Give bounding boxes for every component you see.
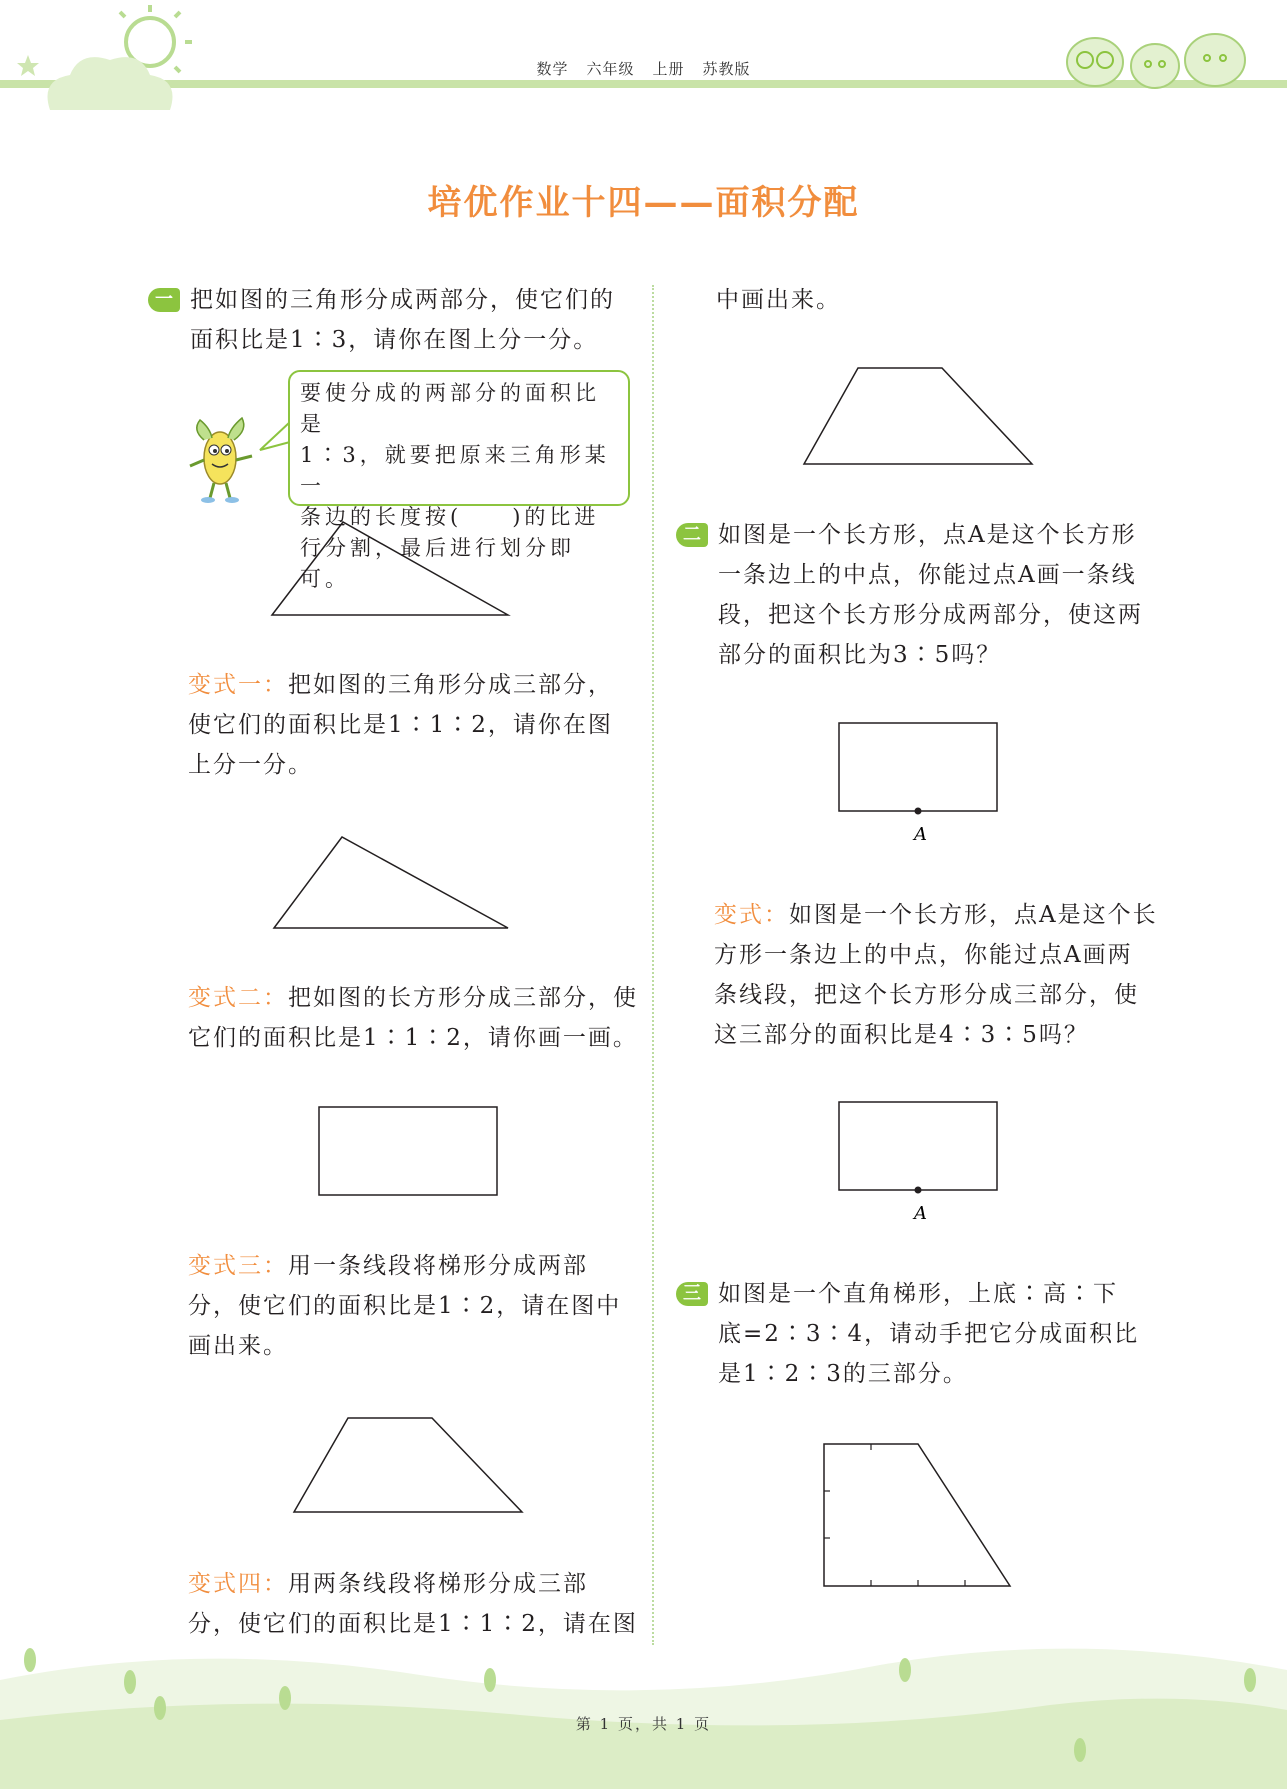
variant-1-text: [188, 665, 648, 785]
variant-4-label: 变式四：: [188, 1571, 288, 1597]
page-footer: 第 1 页，共 1 页: [575, 1715, 712, 1733]
sun-cloud-decoration: [0, 0, 200, 110]
question-2-variant-text: [714, 895, 1174, 1055]
v3-line: 分，使它们的面积比是1∶2，请在图中: [188, 1293, 622, 1319]
question-2-badge: 二: [676, 523, 708, 547]
variant-4-continuation: 中画出来。: [716, 287, 841, 313]
hint-line: 1∶3，就要把原来三角形某一: [300, 443, 610, 498]
header-volume: 上册: [652, 60, 685, 78]
question-3-badge: 三: [676, 1282, 708, 1306]
q2-line: 部分的面积比为3∶5吗？: [718, 642, 1002, 668]
variant-3-text: [188, 1246, 648, 1366]
q2v-line: 如图是一个长方形，点A是这个长: [789, 902, 1158, 928]
q1-line: 面积比是1∶3，请你在图上分一分。: [190, 327, 599, 353]
q2v-line: 条线段，把这个长方形分成三部分，使: [714, 982, 1139, 1008]
header-edition: 苏教版: [702, 60, 751, 78]
running-header: [0, 58, 1287, 79]
question-2-text: [718, 515, 1178, 675]
variant-2-label: 变式二：: [188, 985, 288, 1011]
hint-line: 行分割，最后进行划分即可。: [300, 536, 575, 591]
point-a-label: A: [914, 824, 927, 845]
rectangle-figure-1: [318, 1106, 500, 1198]
mascot-character: [182, 410, 262, 505]
animal-heads-decoration: [1055, 20, 1255, 90]
triangle-figure-1: [270, 520, 510, 620]
question-1-text: [190, 280, 640, 360]
q2-line: 如图是一个长方形，点A是这个长方形: [718, 522, 1137, 548]
right-trapezoid-figure: [822, 1442, 1012, 1588]
triangle-figure-2: [272, 835, 512, 935]
variant-2-text: [188, 978, 648, 1058]
q2v-line: 这三部分的面积比是4∶3∶5吗？: [714, 1022, 1089, 1048]
point-a-marker: [915, 808, 922, 815]
v4-line: 用两条线段将梯形分成三部: [288, 1571, 588, 1597]
variant-1-label: 变式一：: [188, 672, 288, 698]
q3-line: 底=2∶3∶4，请动手把它分成面积比: [718, 1321, 1140, 1347]
hills-decoration: [0, 1620, 1287, 1789]
question-3-text: [718, 1274, 1178, 1394]
q1-line: 把如图的三角形分成两部分，使它们的: [190, 287, 615, 313]
v4-line: 分，使它们的面积比是1∶1∶2，请在图: [188, 1611, 638, 1637]
hint-line: 条边的长度按( )的比进: [300, 505, 600, 529]
question-1-badge: 一: [148, 288, 180, 312]
v3-line: 画出来。: [188, 1333, 288, 1359]
v2-line: 把如图的长方形分成三部分，使: [288, 985, 638, 1011]
q2-line: 一条边上的中点，你能过点A画一条线: [718, 562, 1137, 588]
column-divider: [652, 285, 654, 1645]
header-subject: 数学: [536, 60, 569, 78]
v2-line: 它们的面积比是1∶1∶2，请你画一画。: [188, 1025, 638, 1051]
rectangle-figure-2: [838, 722, 1000, 852]
hint-line: 要使分成的两部分的面积比是: [300, 381, 600, 436]
q3-line: 是1∶2∶3的三部分。: [718, 1361, 968, 1387]
v3-line: 用一条线段将梯形分成两部: [288, 1253, 588, 1279]
q2-line: 段，把这个长方形分成两部分，使这两: [718, 602, 1143, 628]
hint-bubble-tail: [258, 420, 292, 460]
rectangle-figure-3: [838, 1101, 1000, 1231]
q3-line: 如图是一个直角梯形，上底∶高∶下: [718, 1281, 1118, 1307]
trapezoid-figure-2: [802, 366, 1034, 466]
point-a-label: A: [914, 1203, 927, 1224]
q2-variant-label: 变式：: [714, 902, 789, 928]
v1-line: 把如图的三角形分成三部分，: [288, 672, 613, 698]
variant-3-label: 变式三：: [188, 1253, 288, 1279]
v1-line: 上分一分。: [188, 752, 313, 778]
v1-line: 使它们的面积比是1∶1∶2，请你在图: [188, 712, 613, 738]
q2v-line: 方形一条边上的中点，你能过点A画两: [714, 942, 1133, 968]
hint-bubble: [288, 370, 630, 591]
trapezoid-figure-1: [292, 1416, 524, 1516]
header-grade: 六年级: [586, 60, 635, 78]
page-title: 培优作业十四——面积分配: [427, 183, 860, 223]
point-a-marker: [915, 1187, 922, 1194]
